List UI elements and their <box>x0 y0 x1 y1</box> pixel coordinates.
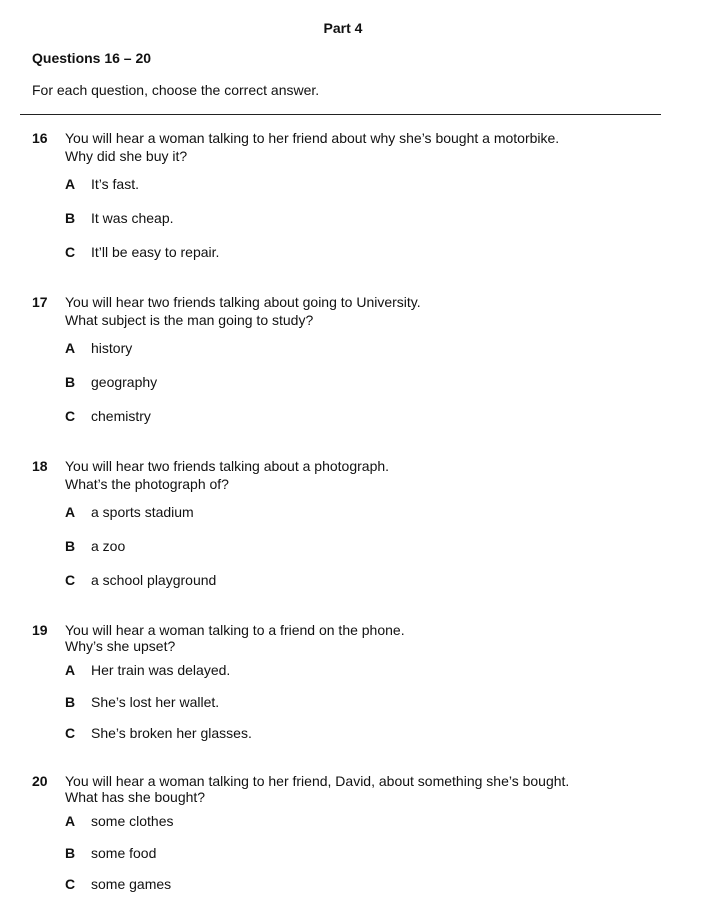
question-context: You will hear a woman talking to her friend, David, about something she’s bought. <box>65 773 570 789</box>
option-text[interactable]: some games <box>91 876 172 892</box>
option-text[interactable]: chemistry <box>91 408 151 424</box>
instruction-text: For each question, choose the correct answer. <box>32 82 320 98</box>
option-text[interactable]: She’s lost her wallet. <box>91 694 220 710</box>
option-letter: B <box>65 845 76 861</box>
option-letter: C <box>65 876 76 892</box>
option-text[interactable]: It’ll be easy to repair. <box>91 244 220 260</box>
option-letter: A <box>65 176 76 192</box>
question-context: You will hear two friends talking about going to University. <box>65 294 421 310</box>
option-letter: B <box>65 694 76 710</box>
option-text[interactable]: history <box>91 340 133 356</box>
option-letter: C <box>65 408 76 424</box>
option-letter: B <box>65 210 76 226</box>
question-text: Why did she buy it? <box>65 148 188 164</box>
option-text[interactable]: a zoo <box>91 538 126 554</box>
question-number: 18 <box>32 458 48 474</box>
option-letter: A <box>65 662 76 678</box>
option-letter: C <box>65 725 76 741</box>
option-letter: B <box>65 374 76 390</box>
option-text[interactable]: geography <box>91 374 158 390</box>
part-title: Part 4 <box>323 20 363 36</box>
option-text[interactable]: a sports stadium <box>91 504 194 520</box>
option-letter: A <box>65 340 76 356</box>
question-number: 17 <box>32 294 48 310</box>
question-text: Why’s she upset? <box>65 638 176 654</box>
question-number: 16 <box>32 130 48 146</box>
option-text[interactable]: a school playground <box>91 572 217 588</box>
option-letter: A <box>65 504 76 520</box>
question-context: You will hear a woman talking to a friend on the phone. <box>65 622 405 638</box>
option-letter: C <box>65 572 76 588</box>
option-letter: A <box>65 813 76 829</box>
question-context: You will hear two friends talking about a photograph. <box>65 458 390 474</box>
option-letter: B <box>65 538 76 554</box>
question-number: 19 <box>32 622 48 638</box>
question-number: 20 <box>32 773 48 789</box>
option-text[interactable]: It’s fast. <box>91 176 139 192</box>
option-text[interactable]: She’s broken her glasses. <box>91 725 252 741</box>
question-text: What has she bought? <box>65 789 206 805</box>
option-text[interactable]: Her train was delayed. <box>91 662 231 678</box>
option-letter: C <box>65 244 76 260</box>
section-divider <box>20 114 661 115</box>
question-context: You will hear a woman talking to her friend about why she’s bought a motorbike. <box>65 130 560 146</box>
questions-heading: Questions 16 – 20 <box>32 50 152 66</box>
question-text: What’s the photograph of? <box>65 476 229 492</box>
option-text[interactable]: some food <box>91 845 157 861</box>
option-text[interactable]: It was cheap. <box>91 210 174 226</box>
question-text: What subject is the man going to study? <box>65 312 314 328</box>
option-text[interactable]: some clothes <box>91 813 174 829</box>
